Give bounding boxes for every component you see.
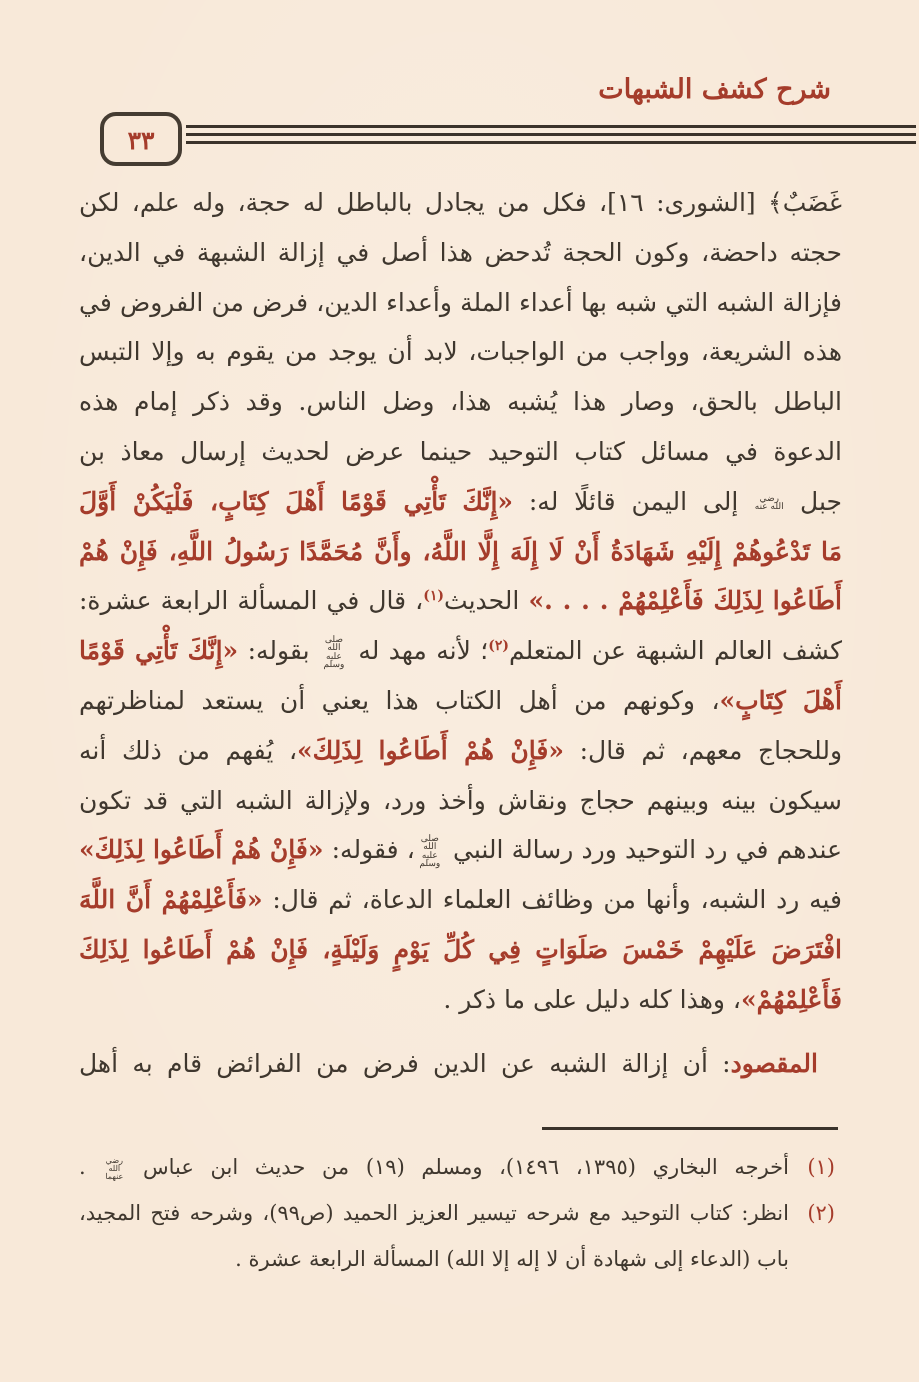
text-segment: الحديث xyxy=(444,586,529,616)
honorific-mark: صلى الله عليه وسلم xyxy=(419,833,441,870)
text-segment: ، قال في المسألة الرابعة عشرة: xyxy=(79,586,424,616)
text-line xyxy=(79,327,842,377)
text-segment: باب (الدعاء إلى شهادة أن لا إله إلا الله) المسألة الرابعة عشرة . xyxy=(235,1247,789,1271)
text-segment: حجته داحضة، وكون الحجة تُدحض هذا أصل في إزالة الشبهة في الدين، xyxy=(79,237,842,267)
text-line xyxy=(79,1039,842,1089)
text-line xyxy=(79,975,842,1025)
footnotes xyxy=(79,1144,835,1282)
body-text xyxy=(79,178,842,1088)
text-segment: المقصود xyxy=(730,1048,818,1078)
footnote-item xyxy=(79,1236,835,1282)
text-segment: الباطل بالحق، وصار هذا يُشبه هذا، وضل الناس. وقد ذكر إمام هذه xyxy=(79,387,842,417)
text-segment: ، يُفهم من ذلك أنه xyxy=(79,735,298,765)
text-line xyxy=(79,776,842,826)
text-line xyxy=(79,825,842,875)
text-segment: ، وكونهم من أهل الكتاب هذا يعني أن يستعد لمناظرتهم xyxy=(79,685,720,715)
honorific-mark: رضي الله عنه xyxy=(754,493,784,513)
text-segment: سيكون بينه وبينهم حجاج ونقاش وأخذ ورد، ولإزالة الشبه التي قد تكون xyxy=(79,785,842,815)
book-title: شرح كشف الشبهات xyxy=(598,74,831,105)
text-segment: بقوله: xyxy=(238,636,319,666)
text-segment: أَهْلَ كِتَابٍ» xyxy=(719,685,842,715)
text-segment: انظر: كتاب التوحيد مع شرحه تيسير العزيز الحميد (ص٩٩)، وشرحه فتح المجيد، xyxy=(79,1201,789,1225)
text-segment: «فَأَعْلِمْهُمْ أَنَّ اللَّهَ xyxy=(79,885,263,915)
footnote-item xyxy=(79,1144,835,1190)
footnote-text xyxy=(79,1190,789,1236)
text-line xyxy=(79,527,842,577)
footnote-text xyxy=(79,1144,789,1190)
footnote-item xyxy=(79,1190,835,1236)
text-segment: فَأَعْلِمْهُمْ» xyxy=(740,984,842,1014)
footnote-ref: (١) xyxy=(423,588,445,605)
text-segment: «إِنَّكَ تَأْتِي قَوْمًا أَهْلَ كِتَابٍ، فَلْيَكُنْ أَوَّلَ xyxy=(79,486,514,516)
footnote-separator xyxy=(542,1127,838,1130)
honorific-mark: رضي الله عنهما xyxy=(105,1155,124,1181)
text-line xyxy=(79,576,842,626)
header-rule xyxy=(186,125,916,149)
text-segment: أخرجه البخاري (١٣٩٥، ١٤٩٦)، ومسلم (١٩) من حديث ابن عباس xyxy=(126,1155,789,1179)
text-line xyxy=(79,676,842,726)
footnote-marker: (٢) xyxy=(807,1201,835,1225)
header-rule-line xyxy=(186,141,916,144)
text-segment: أَطَاعُوا لِذَلِكَ فَأَعْلِمْهُمْ . . . .» xyxy=(528,586,842,616)
text-line xyxy=(79,427,842,477)
footnote-text xyxy=(79,1236,789,1282)
honorific-mark: صلى الله عليه وسلم xyxy=(323,634,345,671)
footnote-marker: (١) xyxy=(807,1155,835,1179)
text-line xyxy=(79,726,842,776)
text-line xyxy=(79,377,842,427)
page-number: ٣٣ xyxy=(127,125,155,155)
text-line xyxy=(79,875,842,925)
header-rule-line xyxy=(186,125,916,128)
text-segment: مَا تَدْعُوهُمْ إِلَيْهِ شَهَادَةُ أَنْ لَا إِلَهَ إِلَّا اللَّهُ، وأَنَّ مُحَمَّدًا رَسُولُ اللَّهِ، فَإِنْ هُمْ xyxy=(79,536,842,566)
text-segment: وللحجاج معهم، ثم قال: xyxy=(563,735,843,765)
text-segment: ؛ لأنه مهد له xyxy=(348,636,489,666)
text-segment: عندهم في رد التوحيد ورد رسالة النبي xyxy=(444,835,842,865)
text-segment: هذه الشريعة، وواجب من الواجبات، لابد أن يوجد من يقوم به وإلا التبس xyxy=(79,337,842,367)
header-rule-line xyxy=(186,133,916,136)
text-segment: «فَإِنْ هُمْ أَطَاعُوا لِذَلِكَ» xyxy=(297,735,564,765)
text-segment: «إِنَّكَ تَأْتِي قَوْمًا xyxy=(79,636,239,666)
text-segment: : أن إزالة الشبه عن الدين فرض من الفرائض قام به أهل xyxy=(79,1048,731,1078)
text-segment: جبل xyxy=(784,486,842,516)
text-line xyxy=(79,278,842,328)
text-segment: إلى اليمن قائلًا له: xyxy=(513,486,755,516)
text-line xyxy=(79,178,842,228)
text-segment: الدعوة في مسائل كتاب التوحيد حينما عرض لحديث إرسال معاذ بن xyxy=(79,436,842,466)
text-segment: «فَإِنْ هُمْ أَطَاعُوا لِذَلِكَ» xyxy=(79,835,324,865)
text-segment: كشف العالم الشبهة عن المتعلم xyxy=(508,636,843,666)
text-segment: ، فقوله: xyxy=(323,835,415,865)
text-line xyxy=(79,626,842,676)
text-line xyxy=(79,228,842,278)
text-segment: افْتَرَضَ عَلَيْهِمْ خَمْسَ صَلَوَاتٍ فِي كُلِّ يَوْمٍ وَلَيْلَةٍ، فَإِنْ هُمْ أَطَاعُوا لِذَلِكَ xyxy=(79,934,842,964)
text-segment: فإزالة الشبه التي شبه بها أعداء الملة وأعداء الدين، فرض من الفروض في xyxy=(79,287,842,317)
text-line xyxy=(79,477,842,527)
text-segment: غَضَبٌ﴾ [الشورى: ١٦]، فكل من يجادل بالباطل له حجة، وله علم، لكن xyxy=(79,188,842,217)
text-segment: . xyxy=(79,1155,103,1179)
footnote-ref: (٢) xyxy=(488,638,509,655)
text-segment: ، وهذا كله دليل على ما ذكر . xyxy=(443,984,741,1014)
page-number-box xyxy=(100,112,182,166)
text-line xyxy=(79,925,842,975)
text-segment: فيه رد الشبه، وأنها من وظائف العلماء الدعاة، ثم قال: xyxy=(262,885,842,915)
